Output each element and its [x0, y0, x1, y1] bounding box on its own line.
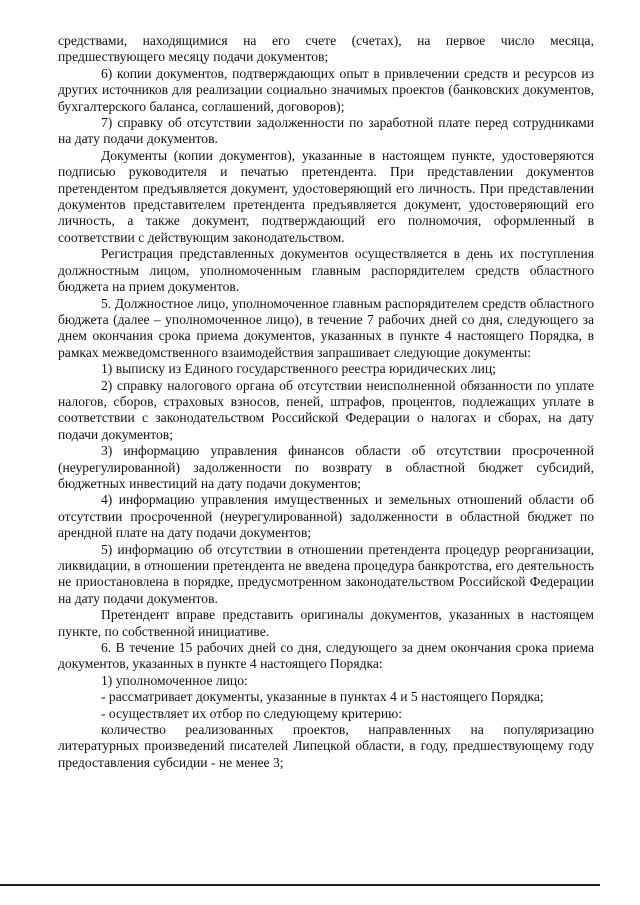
paragraph: 6. В течение 15 рабочих дней со дня, следующего за днем окончания срока приема документов, указанных в пункте 4 настоящего Порядка:: [58, 640, 594, 672]
paragraph: 7) справку об отсутствии задолженности по заработной плате перед сотрудниками на дату подачи документов.: [58, 115, 594, 147]
paragraph: Регистрация представленных документов осуществляется в день их поступления должностным лицом, уполномоченным главным распорядителем средств областного бюджета на прием документов.: [58, 246, 594, 295]
paragraph: Документы (копии документов), указанные в настоящем пункте, удостоверяются подписью руководителя и печатью претендента. При представлении документов претендентом предъявляется документ, удостоверяющий его личность. При представлении документов представителем претендента предъявляется документ, удостоверяющий его личность, а также документ, подтверждающий его полномочия, оформленный в соответствии с действующим законодательством.: [58, 147, 594, 245]
paragraph: 5) информацию об отсутствии в отношении претендента процедур реорганизации, ликвидации, в отношении претендента не введена процедура банкротства, его деятельность не приостановлена в порядке, предусмотренном законодательством Российской Федерации на дату подачи документов.: [58, 541, 594, 606]
paragraph: Претендент вправе представить оригиналы документов, указанных в настоящем пункте, по собственной инициативе.: [58, 607, 594, 639]
paragraph: 6) копии документов, подтверждающих опыт в привлечении средств и ресурсов из других источников для реализации социально значимых проектов (банковских документов, бухгалтерского баланса, соглашений, договоров);: [58, 65, 594, 114]
paragraph: средствами, находящимися на его счете (счетах), на первое число месяца, предшествующего месяцу подачи документов;: [58, 33, 594, 65]
list-item: 1) уполномоченное лицо:: [101, 672, 248, 688]
paragraph: 2) справку налогового органа об отсутствии неисполненной обязанности по уплате налогов, сборов, страховых взносов, пеней, штрафов, процентов, подлежащих уплате в соответствии с законодательством Российской Федерации о налогах и сборах, на дату подачи документов;: [58, 377, 594, 442]
paragraph: 5. Должностное лицо, уполномоченное главным распорядителем средств областного бюджета (далее – уполномоченное лицо), в течение 7 рабочих дней со дня, следующего за днем окончания срока приема документов, указанных в пункте 4 настоящего Порядка, в рамках межведомственного взаимодействия запрашивает следующие документы:: [58, 295, 594, 360]
paragraph: 4) информацию управления имущественных и земельных отношений области об отсутствии просроченной (неурегулированной) задолженности в областной бюджет по арендной плате на дату подачи документов;: [58, 492, 594, 541]
paragraph: 3) информацию управления финансов области об отсутствии просроченной (неурегулированной) задолженности по возврату в областной бюджет субсидий, бюджетных инвестиций на дату подачи документов;: [58, 443, 594, 491]
list-item: - рассматривает документы, указанные в пунктах 4 и 5 настоящего Порядка;: [101, 689, 544, 705]
paragraph: 1) выписку из Единого государственного реестра юридических лиц;: [101, 361, 496, 377]
page-bottom-rule: [0, 884, 600, 886]
list-item: - осуществляет их отбор по следующему критерию:: [101, 705, 403, 721]
paragraph: количество реализованных проектов, направленных на популяризацию литературных произведений писателей Липецкой области, в году, предшествующему году предоставления субсидии - не менее 3;: [58, 722, 594, 770]
document-body: [58, 33, 594, 771]
